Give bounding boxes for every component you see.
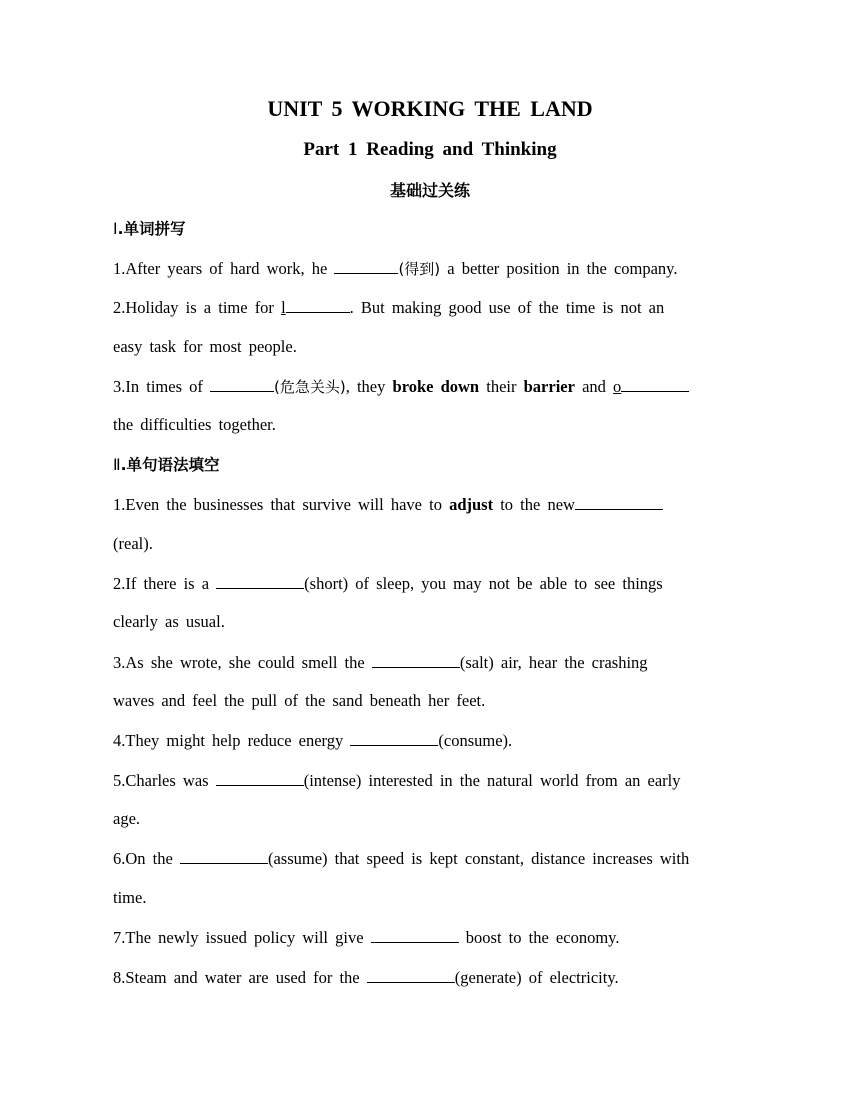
s1-q1-blank[interactable] xyxy=(334,257,398,274)
s2-q6-blank[interactable] xyxy=(180,847,268,864)
s2-question-1-cont: (real). xyxy=(113,534,153,553)
s2-q5-text: 5.Charles was xyxy=(113,771,216,790)
s2-question-8 xyxy=(113,966,753,989)
section1-label: .单词拼写 xyxy=(117,220,186,238)
s1-q1-hint: (得到) xyxy=(398,260,441,278)
s1-q3-letter: o xyxy=(613,377,622,396)
s2-q7-text-end: boost to the economy. xyxy=(458,928,620,947)
s2-question-7 xyxy=(113,926,753,949)
s2-q1-blank[interactable] xyxy=(575,493,663,510)
s2-q1-text: 1.Even the businesses that survive will have to xyxy=(113,495,450,514)
part-subtitle: Part 1 Reading and Thinking xyxy=(303,139,557,160)
s2-q1-bold: adjust xyxy=(449,495,494,514)
s2-question-3 xyxy=(113,651,753,674)
section1-roman: Ⅰ xyxy=(113,221,118,238)
s2-q6-text-end: (assume) that speed is kept constant, distance increases with xyxy=(267,849,690,868)
s1-q3-bold-word: barrier xyxy=(523,377,575,396)
s2-q8-blank[interactable] xyxy=(367,966,455,983)
s2-q4-blank[interactable] xyxy=(350,729,438,746)
unit-title: UNIT 5 WORKING THE LAND xyxy=(267,96,593,121)
s2-q5-blank[interactable] xyxy=(216,769,304,786)
s1-q2-text: 2.Holiday is a time for xyxy=(113,298,282,317)
section1-heading xyxy=(113,218,753,241)
s2-q5-text-end: (intense) interested in the natural world from an early xyxy=(303,771,681,790)
s2-q2-text-end: (short) of sleep, you may not be able to see things xyxy=(304,574,663,593)
section2-heading xyxy=(113,454,753,477)
s1-q3-mid1: , they xyxy=(345,377,393,396)
s2-q6-text: 6.On the xyxy=(113,849,180,868)
s2-q1-text-end: to the new xyxy=(493,495,575,514)
s1-q3-text: 3.In times of xyxy=(113,377,210,396)
s1-q3-blank[interactable] xyxy=(210,375,274,392)
s2-question-2-cont: clearly as usual. xyxy=(113,612,225,631)
s1-q1-text: 1.After years of hard work, he xyxy=(113,259,335,278)
s2-q2-blank[interactable] xyxy=(216,572,304,589)
s1-q3-blank-2[interactable] xyxy=(621,375,689,392)
section2-roman: Ⅱ xyxy=(113,457,121,474)
section-subtitle: 基础过关练 xyxy=(389,181,470,200)
s2-q8-text: 8.Steam and water are used for the xyxy=(113,968,367,987)
s2-question-6 xyxy=(113,847,753,870)
s1-question-2 xyxy=(113,296,753,319)
s1-question-3-cont: the difficulties together. xyxy=(113,415,276,434)
s1-q2-letter: l xyxy=(281,298,286,317)
s2-q3-text-end: (salt) air, hear the crashing xyxy=(459,653,648,672)
s2-q7-blank[interactable] xyxy=(371,926,459,943)
s1-q3-hint: (危急关头) xyxy=(274,378,346,396)
s2-question-3-cont: waves and feel the pull of the sand beneath her feet. xyxy=(113,691,486,710)
s1-q3-mid3: and xyxy=(574,377,614,396)
s2-q4-text: 4.They might help reduce energy xyxy=(113,731,351,750)
s2-q4-text-end: (consume). xyxy=(438,731,513,750)
s1-question-1 xyxy=(113,257,753,280)
s1-q3-bold-phrase: broke down xyxy=(392,377,480,396)
s2-question-5-cont: age. xyxy=(113,809,141,828)
s1-q2-text-end: . But making good use of the time is not an xyxy=(349,298,665,317)
section2-label: .单句语法填空 xyxy=(120,456,220,474)
s1-q2-blank[interactable] xyxy=(286,296,350,313)
s2-question-2 xyxy=(113,572,753,595)
s1-q3-mid2: their xyxy=(479,377,524,396)
s1-question-3 xyxy=(113,375,753,398)
s2-question-5 xyxy=(113,769,753,792)
s2-q7-text: 7.The newly issued policy will give xyxy=(113,928,371,947)
s1-question-2-cont: easy task for most people. xyxy=(113,337,297,356)
s1-q1-text-end: a better position in the company. xyxy=(440,259,678,278)
s2-q3-text: 3.As she wrote, she could smell the xyxy=(113,653,372,672)
s2-q3-blank[interactable] xyxy=(372,651,460,668)
s2-question-6-cont: time. xyxy=(113,888,147,907)
s2-q2-text: 2.If there is a xyxy=(113,574,217,593)
s2-q8-text-end: (generate) of electricity. xyxy=(454,968,619,987)
s2-question-1 xyxy=(113,493,753,516)
s2-question-4 xyxy=(113,729,753,752)
